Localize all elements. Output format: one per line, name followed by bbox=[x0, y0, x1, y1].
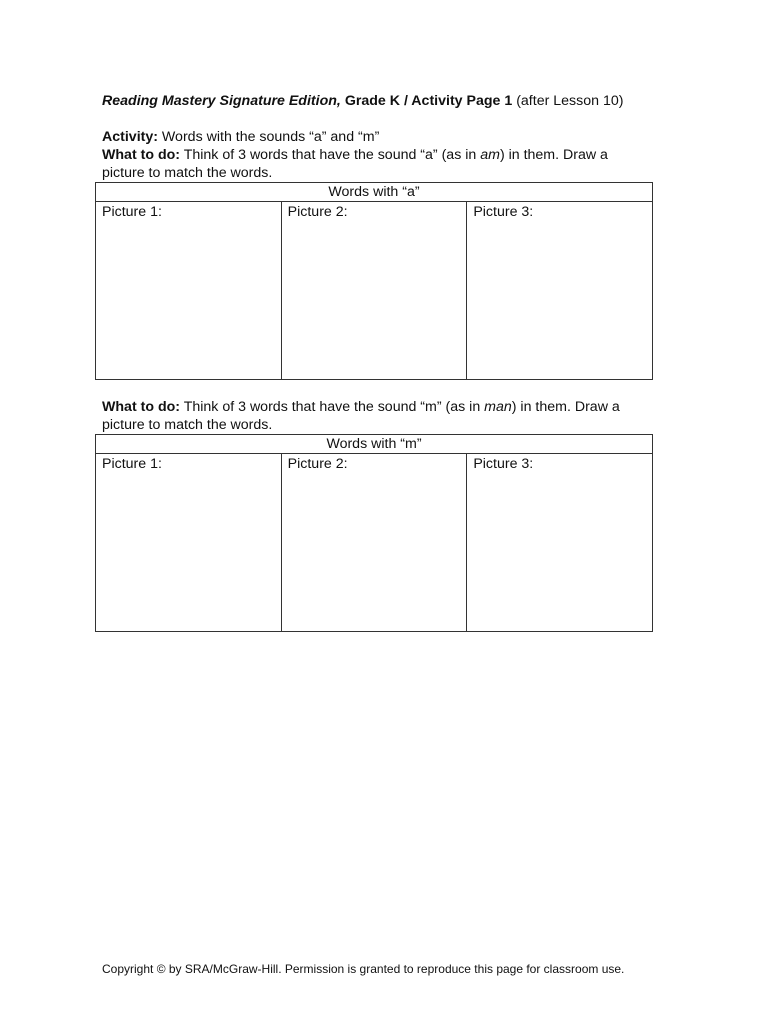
instructions-a-text-end: ) in them. Draw a bbox=[499, 147, 608, 163]
activity-label: Activity: bbox=[102, 129, 158, 145]
picture-1-box-m[interactable]: Picture 1: bbox=[96, 454, 282, 632]
example-word-m: man bbox=[484, 399, 512, 415]
activity-line bbox=[102, 129, 379, 146]
example-word-a: am bbox=[480, 147, 500, 163]
picture-3-box-a[interactable]: Picture 3: bbox=[467, 202, 653, 380]
instructions-a-text: Think of 3 words that have the sound “a” (as in bbox=[180, 147, 481, 163]
picture-2-box-a[interactable]: Picture 2: bbox=[281, 202, 467, 380]
activity-text: Words with the sounds “a” and “m” bbox=[157, 129, 380, 145]
instructions-m-line-1 bbox=[102, 399, 620, 416]
table-a-header: Words with “a” bbox=[96, 183, 653, 202]
instructions-m-text-end: ) in them. Draw a bbox=[511, 399, 620, 415]
picture-2-box-m[interactable]: Picture 2: bbox=[281, 454, 467, 632]
instructions-a-line-2: picture to match the words. bbox=[102, 165, 273, 181]
picture-3-box-m[interactable]: Picture 3: bbox=[467, 454, 653, 632]
words-with-a-table bbox=[95, 182, 653, 380]
instructions-a-line-1 bbox=[102, 147, 608, 164]
what-to-do-label: What to do: bbox=[102, 147, 181, 163]
instructions-m-text: Think of 3 words that have the sound “m” (as in bbox=[180, 399, 485, 415]
title-book-name: Reading Mastery Signature Edition, bbox=[102, 93, 341, 109]
page-title bbox=[102, 93, 623, 109]
words-with-m-table bbox=[95, 434, 653, 632]
instructions-m-line-2: picture to match the words. bbox=[102, 417, 273, 433]
copyright-footer: Copyright © by SRA/McGraw-Hill. Permission is granted to reproduce this page for classroom use. bbox=[102, 962, 625, 976]
title-grade-activity: Grade K / Activity Page 1 bbox=[340, 93, 513, 109]
picture-1-box-a[interactable]: Picture 1: bbox=[96, 202, 282, 380]
what-to-do-label: What to do: bbox=[102, 399, 181, 415]
table-m-header: Words with “m” bbox=[96, 435, 653, 454]
title-after-lesson: (after Lesson 10) bbox=[512, 93, 624, 109]
